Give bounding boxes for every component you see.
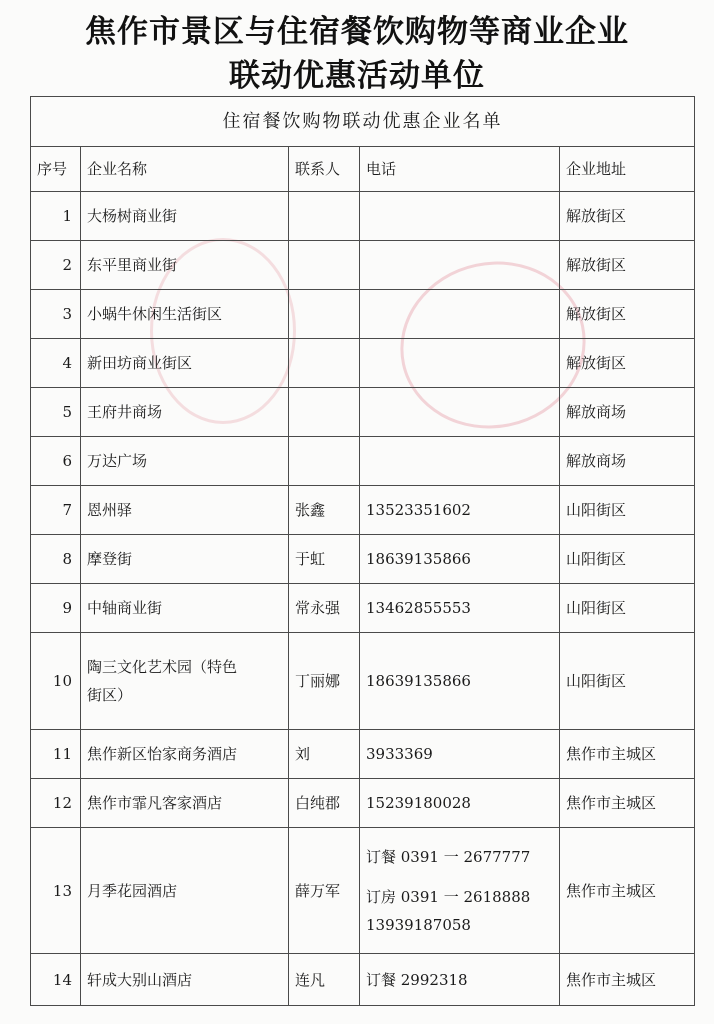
- row-address: 山阳街区: [560, 486, 695, 535]
- row-no: 9: [31, 584, 81, 633]
- row-name: 恩州驿: [81, 486, 289, 535]
- row-name-line: 陶三文化艺术园（特色: [87, 658, 238, 676]
- row-phone-line: 13939187058: [366, 915, 471, 934]
- row-no: 10: [31, 633, 81, 730]
- table-row: [31, 290, 695, 339]
- row-no: 4: [31, 339, 81, 388]
- header-name: 企业名称: [81, 147, 289, 192]
- row-contact: 白纯郡: [289, 779, 360, 828]
- row-name: 东平里商业街: [81, 241, 289, 290]
- table-row: [31, 241, 695, 290]
- row-address: 解放街区: [560, 241, 695, 290]
- table-row: [31, 339, 695, 388]
- table-row: [31, 486, 695, 535]
- row-address: 解放街区: [560, 290, 695, 339]
- row-phone: [360, 241, 560, 290]
- header-phone: 电话: [360, 147, 560, 192]
- row-contact: [289, 192, 360, 241]
- row-name: 焦作新区怡家商务酒店: [81, 730, 289, 779]
- row-phone: [360, 339, 560, 388]
- row-phone: [360, 388, 560, 437]
- row-contact: 薛万军: [289, 828, 360, 954]
- row-phone-line: 订餐 0391 一 2677777: [366, 847, 531, 866]
- row-name: 小蜗牛休闲生活街区: [81, 290, 289, 339]
- document-title-line-1: 焦作市景区与住宿餐饮购物等商业企业: [85, 14, 629, 50]
- row-phone: 18639135866: [360, 535, 560, 584]
- row-contact: 连凡: [289, 954, 360, 1006]
- row-contact: [289, 339, 360, 388]
- row-contact: 刘: [289, 730, 360, 779]
- row-no: 7: [31, 486, 81, 535]
- row-contact: [289, 290, 360, 339]
- header-no: 序号: [31, 147, 81, 192]
- row-phone: 13462855553: [360, 584, 560, 633]
- row-name: 中轴商业街: [81, 584, 289, 633]
- row-address: 焦作市主城区: [560, 828, 695, 954]
- row-phone: [360, 192, 560, 241]
- row-address: 山阳街区: [560, 633, 695, 730]
- row-name: 王府井商场: [81, 388, 289, 437]
- row-phone: 3933369: [360, 730, 560, 779]
- header-address: 企业地址: [560, 147, 695, 192]
- row-no: 12: [31, 779, 81, 828]
- table-row: [31, 779, 695, 828]
- row-address: 解放街区: [560, 339, 695, 388]
- table-caption: 住宿餐饮购物联动优惠企业名单: [31, 97, 695, 147]
- row-no: 8: [31, 535, 81, 584]
- row-name: 焦作市霏凡客家酒店: [81, 779, 289, 828]
- row-no: 5: [31, 388, 81, 437]
- row-no: 2: [31, 241, 81, 290]
- table-caption-row: [31, 97, 695, 147]
- table-header-row: [31, 147, 695, 192]
- table-row: [31, 730, 695, 779]
- table-row: [31, 584, 695, 633]
- row-name: [81, 633, 289, 730]
- row-phone: [360, 828, 560, 954]
- row-address: 山阳街区: [560, 535, 695, 584]
- row-name: 大杨树商业街: [81, 192, 289, 241]
- row-address: 焦作市主城区: [560, 954, 695, 1006]
- row-phone: 18639135866: [360, 633, 560, 730]
- row-address: 解放街区: [560, 192, 695, 241]
- row-contact: 张鑫: [289, 486, 360, 535]
- header-contact: 联系人: [289, 147, 360, 192]
- row-name: 万达广场: [81, 437, 289, 486]
- row-address: 解放商场: [560, 388, 695, 437]
- table-row: [31, 192, 695, 241]
- row-no: 11: [31, 730, 81, 779]
- row-contact: [289, 437, 360, 486]
- row-no: 3: [31, 290, 81, 339]
- row-address: 解放商场: [560, 437, 695, 486]
- enterprise-list-table: [30, 96, 695, 1006]
- row-no: 13: [31, 828, 81, 954]
- row-contact: [289, 388, 360, 437]
- row-no: 14: [31, 954, 81, 1006]
- table-row: [31, 633, 695, 730]
- document-title-line-2: 联动优惠活动单位: [229, 58, 485, 94]
- row-contact: 常永强: [289, 584, 360, 633]
- table-row: [31, 535, 695, 584]
- row-phone: 13523351602: [360, 486, 560, 535]
- row-name: 轩成大别山酒店: [81, 954, 289, 1006]
- row-no: 1: [31, 192, 81, 241]
- row-name: 新田坊商业街区: [81, 339, 289, 388]
- row-name: 月季花园酒店: [81, 828, 289, 954]
- row-address: 焦作市主城区: [560, 730, 695, 779]
- row-phone: 订餐 2992318: [360, 954, 560, 1006]
- row-name: 摩登街: [81, 535, 289, 584]
- row-phone: [360, 290, 560, 339]
- row-address: 山阳街区: [560, 584, 695, 633]
- row-contact: [289, 241, 360, 290]
- row-phone: 15239180028: [360, 779, 560, 828]
- row-phone-line: 订房 0391 一 2618888: [366, 887, 531, 906]
- row-name-line: 街区）: [87, 686, 133, 704]
- row-phone: [360, 437, 560, 486]
- row-no: 6: [31, 437, 81, 486]
- row-address: 焦作市主城区: [560, 779, 695, 828]
- table-row: [31, 828, 695, 954]
- table-row: [31, 388, 695, 437]
- row-contact: 于虹: [289, 535, 360, 584]
- table-row: [31, 437, 695, 486]
- table-row: [31, 954, 695, 1006]
- row-contact: 丁丽娜: [289, 633, 360, 730]
